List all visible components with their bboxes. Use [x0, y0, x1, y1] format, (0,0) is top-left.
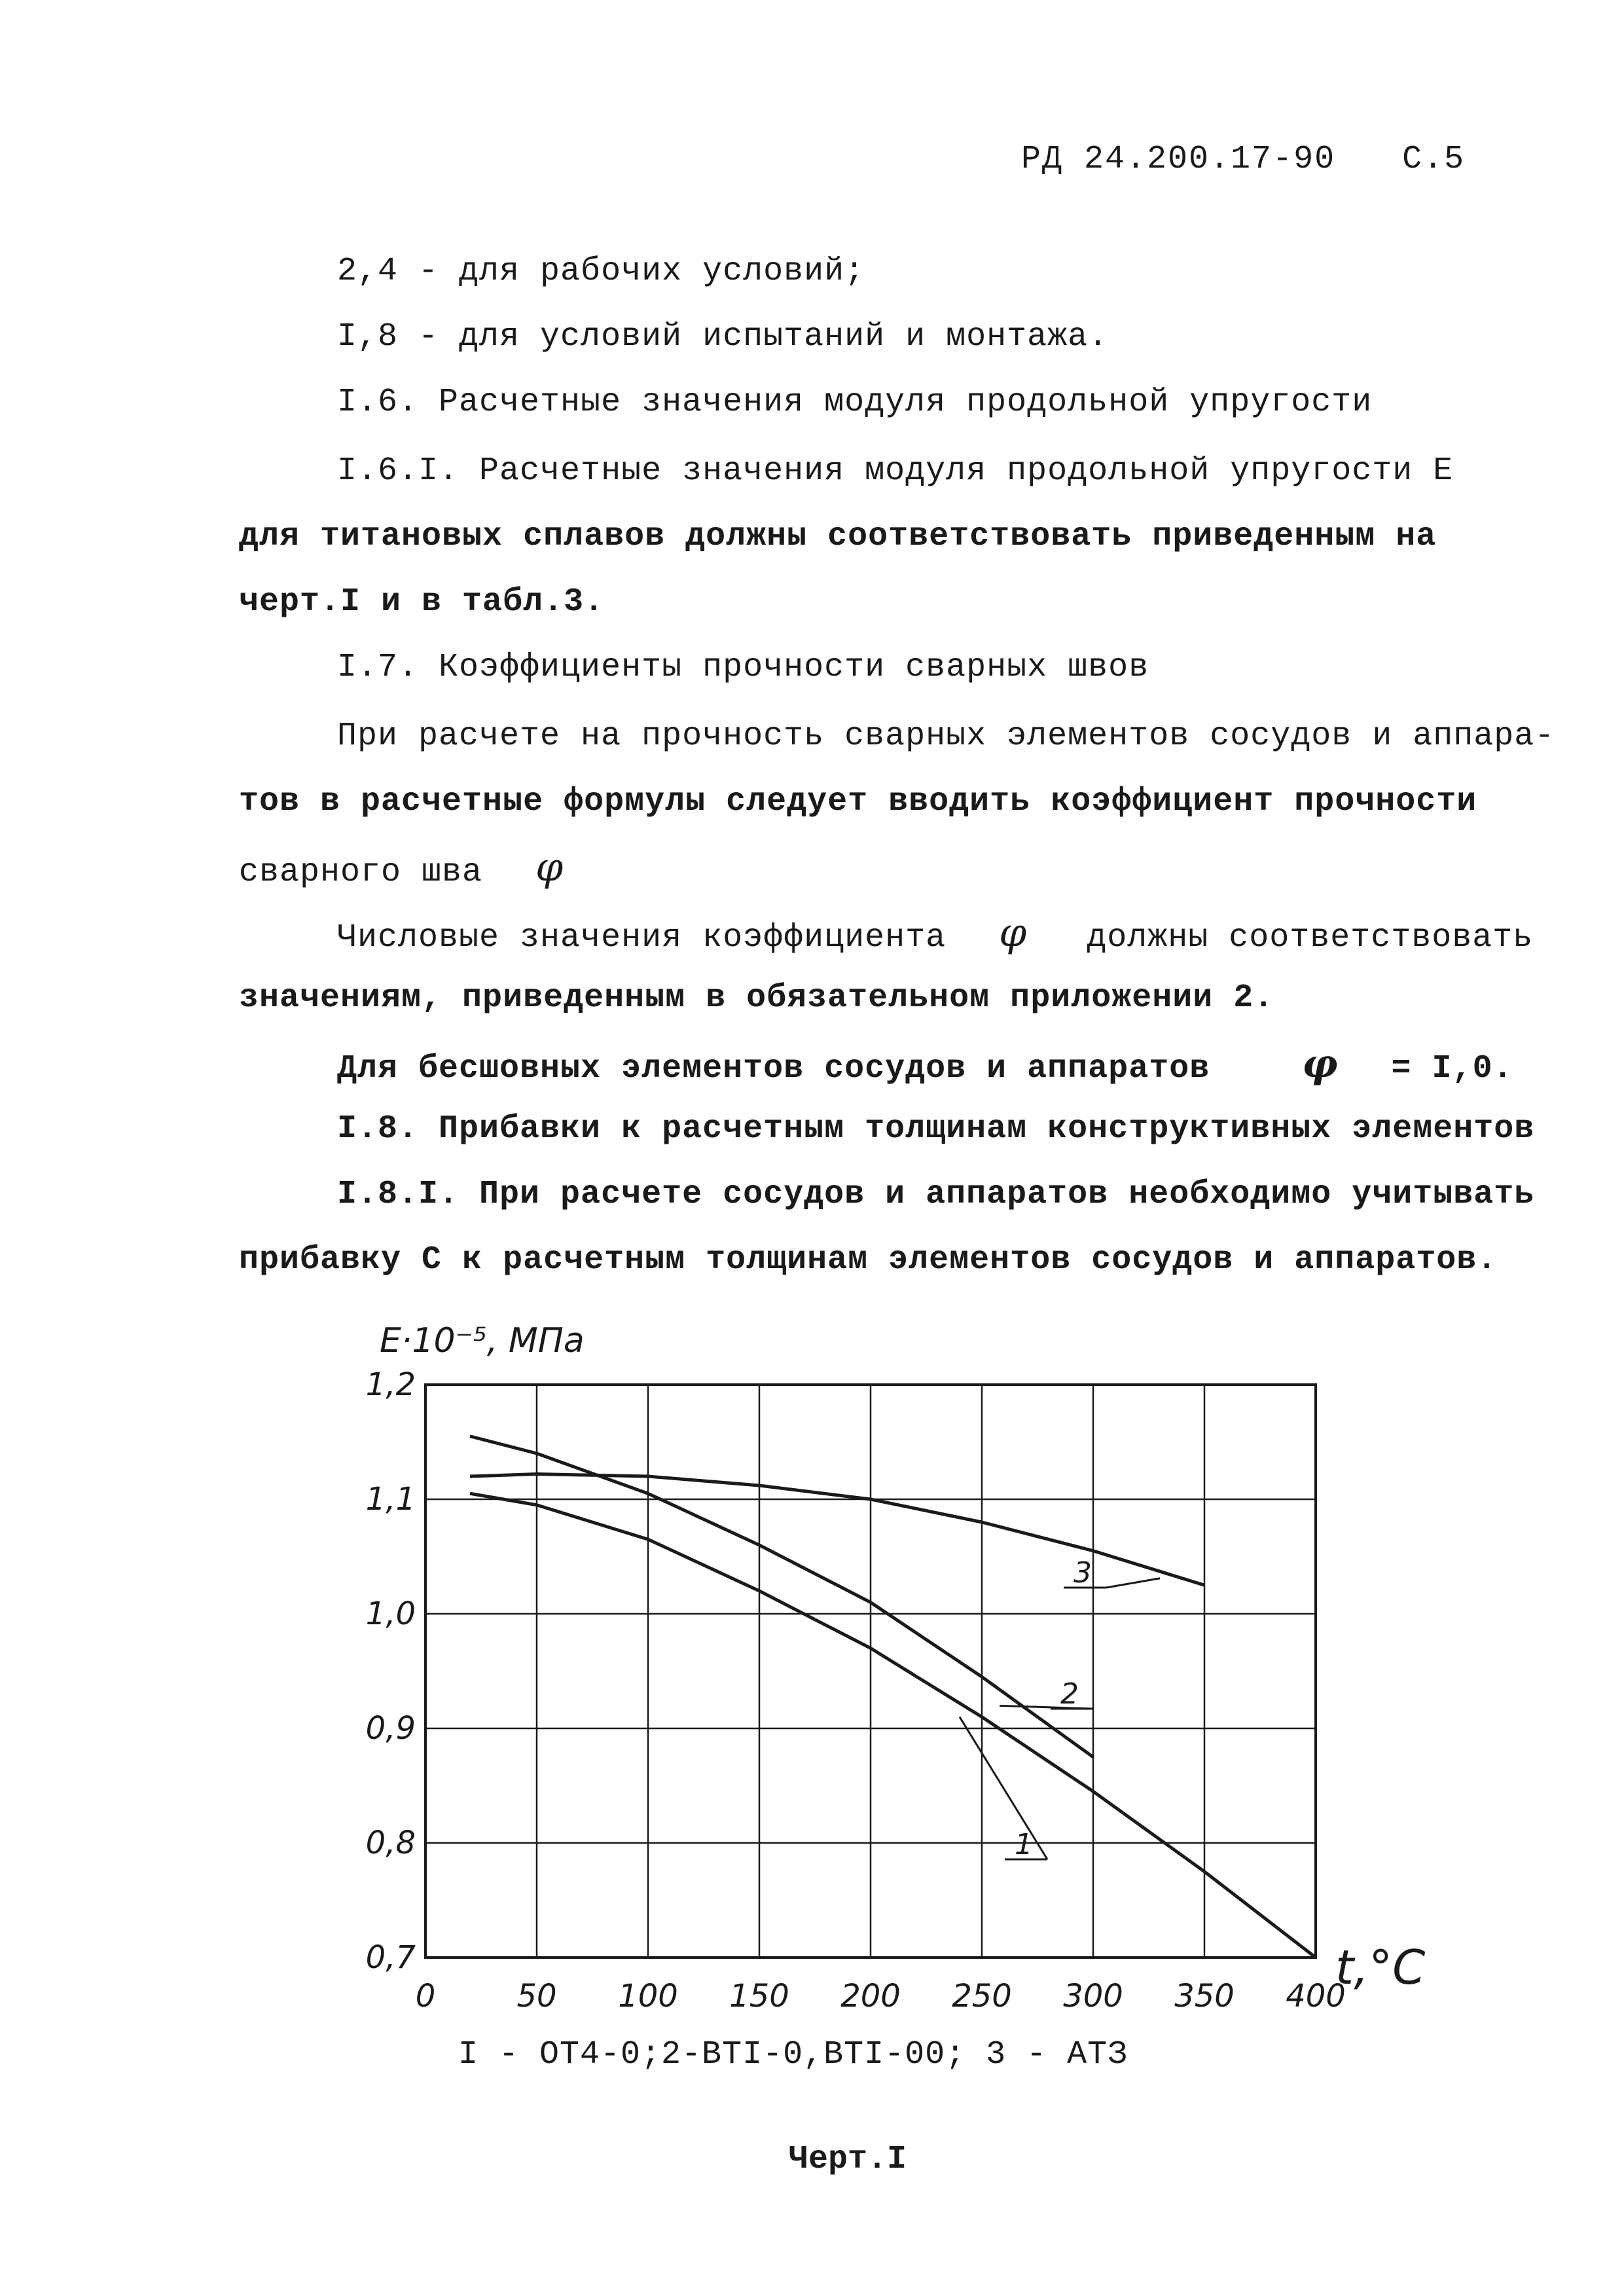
y-axis-label: E·10⁻⁵, МПа: [380, 1321, 585, 1360]
series-label-3: 3: [1074, 1556, 1092, 1590]
series-leader-1: [960, 1717, 1047, 1860]
text-line: [239, 845, 564, 892]
phi-symbol: φ: [535, 845, 564, 890]
x-tick-label: 300: [1063, 1978, 1123, 2014]
x-tick-label: 50: [516, 1978, 557, 2014]
text-line: [337, 1041, 1513, 1089]
section-heading: I.7. Коэффициенты прочности сварных швов: [337, 649, 1149, 686]
page-number: С.5: [1402, 141, 1466, 178]
section-heading: I.6. Расчетные значения модуля продольной упругости: [337, 384, 1373, 421]
x-tick-label: 350: [1174, 1978, 1235, 2014]
series-label-2: 2: [1060, 1677, 1079, 1711]
modulus-chart: [353, 1296, 1506, 2049]
text-span: сварного шва: [239, 854, 483, 891]
text-line: I.6.I. Расчетные значения модуля продольной упругости E: [337, 452, 1454, 490]
y-tick-label: 1,1: [365, 1481, 416, 1518]
text-line: черт.I и в табл.3.: [239, 583, 605, 621]
text-line: [337, 910, 1534, 958]
text-line: При расчете на прочность сварных элементов сосудов и аппара-: [337, 718, 1555, 755]
x-tick-label: 150: [729, 1978, 789, 2014]
y-tick-label: 1,2: [365, 1366, 416, 1403]
chart-svg: [353, 1296, 1506, 2049]
figure-label: Черт.I: [789, 2141, 907, 2178]
series-leader-3: [1106, 1578, 1160, 1588]
x-tick-label: 0: [415, 1978, 436, 2014]
figure-caption: I - ОТ4-0;2-ВТI-0,ВТI-00; 3 - АТЗ: [458, 2036, 1128, 2073]
x-tick-label: 100: [618, 1978, 678, 2014]
text-line: значениям, приведенным в обязательном приложении 2.: [239, 979, 1274, 1017]
text-span: = I,0.: [1391, 1050, 1513, 1087]
text-line: тов в расчетные формулы следует вводить коэффициент прочности: [239, 783, 1477, 820]
text-line: прибавку C к расчетным толщинам элементов сосудов и аппаратов.: [239, 1241, 1498, 1279]
text-line: I.8.I. При расчете сосудов и аппаратов необходимо учитывать: [337, 1176, 1535, 1213]
series-line-1: [470, 1493, 1316, 1958]
y-tick-label: 0,9: [365, 1710, 416, 1747]
x-axis-label: t,°C: [1335, 1940, 1426, 1995]
text-line: I,8 - для условий испытаний и монтажа.: [337, 318, 1109, 355]
y-tick-label: 1,0: [365, 1595, 416, 1632]
page-header: [1021, 141, 1465, 178]
document-code: РД 24.200.17-90: [1021, 141, 1336, 178]
phi-symbol: φ: [1302, 1041, 1339, 1087]
x-tick-label: 400: [1286, 1978, 1346, 2014]
y-tick-label: 0,8: [365, 1825, 416, 1861]
y-tick-label: 0,7: [365, 1939, 416, 1976]
series-line-3: [470, 1474, 1204, 1586]
series-label-1: 1: [1015, 1828, 1033, 1861]
series-line-2: [470, 1436, 1093, 1757]
section-heading: I.8. Прибавки к расчетным толщинам конструктивных элементов: [337, 1110, 1535, 1148]
text-line: для титановых сплавов должны соответствовать приведенным на: [239, 518, 1437, 555]
phi-symbol: φ: [999, 910, 1028, 956]
x-tick-label: 200: [840, 1978, 901, 2014]
text-line: 2,4 - для рабочих условий;: [337, 253, 865, 290]
text-span: Числовые значения коэффициента: [337, 919, 947, 957]
x-tick-label: 250: [952, 1978, 1012, 2014]
text-span: должны соответствовать: [1087, 919, 1534, 957]
text-span: Для бесшовных элементов сосудов и аппаратов: [337, 1050, 1210, 1087]
